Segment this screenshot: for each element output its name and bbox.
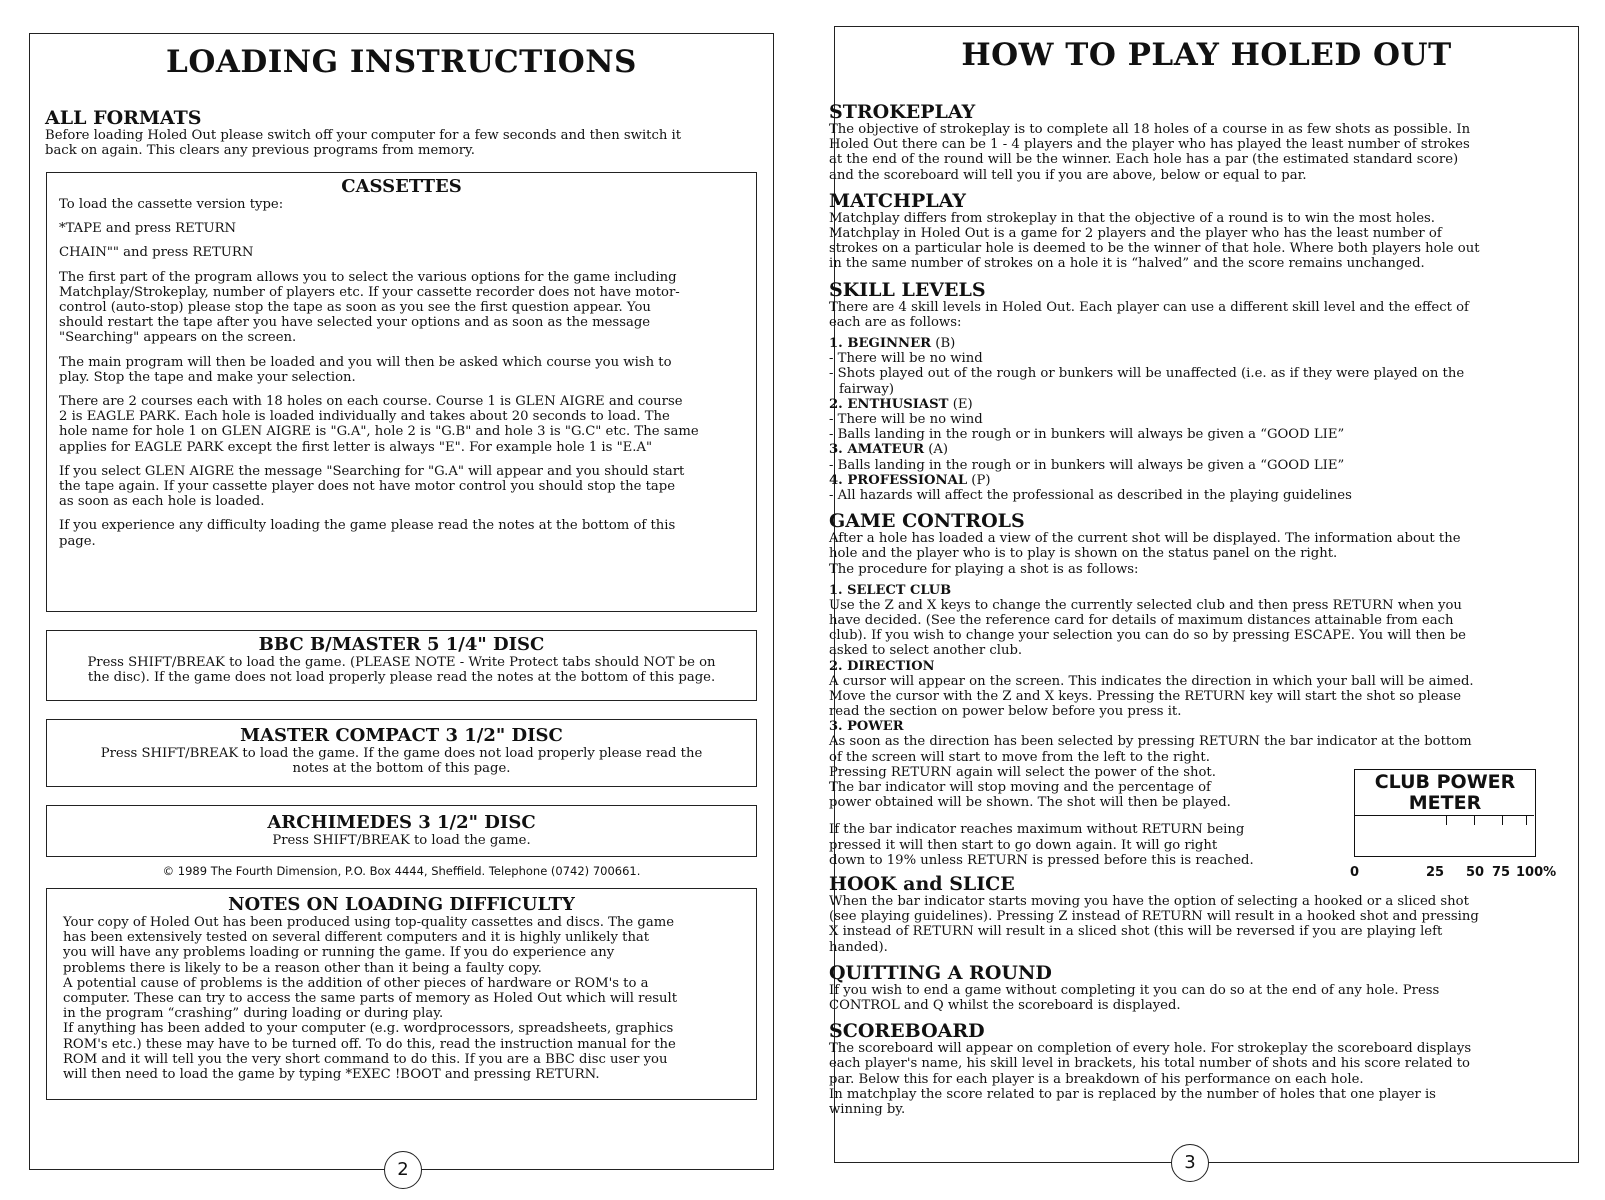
line: each are as follows: bbox=[829, 314, 962, 330]
rules-content bbox=[829, 102, 1564, 1117]
line: To load the cassette version type: bbox=[59, 197, 284, 212]
skill-code: (P) bbox=[967, 472, 991, 488]
section-all-formats bbox=[45, 108, 760, 158]
heading-cassettes: CASSETTES bbox=[341, 176, 462, 197]
line: When the bar indicator starts moving you have the option of selecting a hooked or a sliced shot bbox=[829, 893, 1469, 909]
line: - Balls landing in the rough or in bunkers will always be given a “GOOD LIE” bbox=[829, 427, 1345, 443]
subheading-power: 3. POWER bbox=[829, 719, 904, 735]
line: notes at the bottom of this page. bbox=[292, 761, 511, 777]
line: have decided. (See the reference card for details of maximum distances attainable from each bbox=[829, 613, 1454, 629]
page-number: 3 bbox=[1171, 1144, 1209, 1182]
meter-label: 75 bbox=[1492, 865, 1511, 880]
line: Holed Out there can be 1 - 4 players and the player who has played the least number of strokes bbox=[829, 137, 1470, 153]
line: - There will be no wind bbox=[829, 351, 983, 367]
box-archimedes-disc bbox=[46, 805, 757, 857]
line: you will have any problems loading or running the game. If you do experience any bbox=[63, 945, 615, 961]
line: If you experience any difficulty loading the game please read the notes at the bottom of this bbox=[59, 518, 676, 534]
subheading-select-club: 1. SELECT CLUB bbox=[829, 582, 952, 598]
line: - There will be no wind bbox=[829, 412, 983, 428]
line: CONTROL and Q whilst the scoreboard is displayed. bbox=[829, 997, 1181, 1013]
meter-label: 0 bbox=[1350, 865, 1360, 880]
heading-strokeplay: STROKEPLAY bbox=[829, 101, 976, 123]
line: has been extensively tested on several different computers and it is highly unlikely that bbox=[63, 930, 650, 946]
line: If you wish to end a game without completing it you can do so at the end of any hole. Press bbox=[829, 982, 1440, 998]
skill-amateur bbox=[829, 442, 1564, 457]
box-loading-notes bbox=[46, 888, 757, 1100]
page-number: 2 bbox=[384, 1151, 422, 1189]
line: A potential cause of problems is the addition of other pieces of hardware or ROM's to a bbox=[63, 975, 649, 991]
meter-scale-line bbox=[1354, 815, 1534, 816]
meter-title-line: CLUB POWER bbox=[1374, 771, 1516, 793]
meter-tick bbox=[1526, 815, 1527, 825]
line: and the scoreboard will tell you if you are above, below or equal to par. bbox=[829, 167, 1307, 183]
line: club). If you wish to change your selection you can do so by pressing ESCAPE. You will then be bbox=[829, 628, 1466, 644]
line: pressed it will then start to go down again. It will go right bbox=[829, 837, 1218, 853]
line: After a hole has loaded a view of the current shot will be displayed. The information about the bbox=[829, 531, 1461, 547]
meter-label: 50 bbox=[1466, 865, 1485, 880]
line: ROM and it will tell you the very short command to do this. If you are a BBC disc user you bbox=[63, 1051, 668, 1067]
meter-title bbox=[1354, 772, 1536, 814]
line: hole name for hole 1 on GLEN AIGRE is "G.A", hole 2 is "G.B" and hole 3 is "G.C" etc. The same bbox=[59, 424, 699, 440]
line: each player's name, his skill level in brackets, his total number of shots and his score related to bbox=[829, 1056, 1470, 1072]
skill-name: 2. ENTHUSIAST bbox=[829, 396, 949, 412]
skill-name: 4. PROFESSIONAL bbox=[829, 472, 968, 488]
page-left bbox=[29, 33, 774, 1180]
line: There are 4 skill levels in Holed Out. Each player can use a different skill level and the effect of bbox=[829, 299, 1469, 315]
line: at the end of the round will be the winner. Each hole has a par (the estimated standard score) bbox=[829, 152, 1459, 168]
line: should restart the tape after you have selected your options and as soon as the message bbox=[59, 315, 651, 331]
line: applies for EAGLE PARK except the first letter is always "E". For example hole 1 is "E.A" bbox=[59, 439, 653, 455]
line: - Balls landing in the rough or in bunkers will always be given a “GOOD LIE” bbox=[829, 457, 1345, 473]
line: hole and the player who is to play is shown on the status panel on the right. bbox=[829, 546, 1338, 562]
meter-label: 100% bbox=[1516, 865, 1557, 880]
line: If you select GLEN AIGRE the message "Searching for "G.A" will appear and you should start bbox=[59, 463, 685, 479]
line: problems there is likely to be a reason other than it being a faulty copy. bbox=[63, 960, 542, 976]
meter-label: 25 bbox=[1426, 865, 1445, 880]
line: The main program will then be loaded and you will then be asked which course you wish to bbox=[59, 354, 672, 370]
line: (see playing guidelines). Pressing Z instead of RETURN will result in a hooked shot and pressing bbox=[829, 909, 1479, 925]
line: in the same number of strokes on a hole it is “halved” and the score remains unchanged. bbox=[829, 256, 1425, 272]
line: 2 is EAGLE PARK. Each hole is loaded individually and takes about 20 seconds to load. The bbox=[59, 409, 670, 425]
heading-hook-slice: HOOK and SLICE bbox=[829, 872, 1015, 895]
line: "Searching" appears on the screen. bbox=[59, 330, 297, 346]
line: control (auto-stop) please stop the tape as soon as you see the first question appear. You bbox=[59, 300, 651, 316]
skill-professional bbox=[829, 473, 1564, 488]
skill-beginner bbox=[829, 336, 1564, 351]
line: down to 19% unless RETURN is pressed before this is reached. bbox=[829, 852, 1254, 868]
heading-game-controls: GAME CONTROLS bbox=[829, 510, 1025, 533]
page-right bbox=[829, 26, 1579, 1173]
line: as soon as each hole is loaded. bbox=[59, 494, 265, 510]
line: Move the cursor with the Z and X keys. Pressing the RETURN key will start the shot so please bbox=[829, 688, 1462, 704]
heading-quitting: QUITTING A ROUND bbox=[829, 961, 1052, 984]
skill-name: 3. AMATEUR bbox=[829, 442, 925, 458]
line: Matchplay/Strokeplay, number of players etc. If your cassette recorder does not have motor- bbox=[59, 284, 680, 300]
skill-code: (A) bbox=[924, 442, 949, 458]
box-cassettes bbox=[46, 172, 757, 612]
line: Matchplay in Holed Out is a game for 2 players and the player who has the least number of bbox=[829, 226, 1442, 242]
line: There are 2 courses each with 18 holes on each course. Course 1 is GLEN AIGRE and course bbox=[59, 394, 683, 410]
line: power obtained will be shown. The shot will then be played. bbox=[829, 795, 1231, 811]
heading-all-formats: ALL FORMATS bbox=[45, 107, 202, 129]
line: handed). bbox=[829, 939, 888, 955]
heading-archimedes-disc: ARCHIMEDES 3 1/2" DISC bbox=[267, 812, 536, 833]
subheading-direction: 2. DIRECTION bbox=[829, 658, 935, 674]
box-bbc-disc bbox=[46, 630, 757, 701]
line: CHAIN"" and press RETURN bbox=[59, 245, 254, 261]
line: Before loading Holed Out please switch off your computer for a few seconds and then switch it bbox=[45, 128, 682, 143]
line: will then need to load the game by typing *EXEC !BOOT and pressing RETURN. bbox=[63, 1067, 600, 1083]
meter-title-line: METER bbox=[1408, 792, 1482, 814]
page-title: HOW TO PLAY HOLED OUT bbox=[961, 37, 1452, 73]
line: in the program “crashing” during loading or during play. bbox=[63, 1006, 444, 1022]
page-title: LOADING INSTRUCTIONS bbox=[166, 44, 637, 80]
line: of the screen will start to move from the left to the right. bbox=[829, 749, 1210, 765]
copyright: © 1989 The Fourth Dimension, P.O. Box 4444, Sheffield. Telephone (0742) 700661. bbox=[162, 864, 641, 878]
meter-tick bbox=[1474, 815, 1475, 825]
meter-tick bbox=[1502, 815, 1503, 825]
line: If the bar indicator reaches maximum without RETURN being bbox=[829, 822, 1245, 838]
line: page. bbox=[59, 533, 96, 549]
heading-loading-notes: NOTES ON LOADING DIFFICULTY bbox=[228, 894, 575, 915]
line: A cursor will appear on the screen. This indicates the direction in which your ball will be aimed. bbox=[829, 673, 1474, 689]
line: winning by. bbox=[829, 1101, 906, 1117]
line: The procedure for playing a shot is as follows: bbox=[829, 561, 1139, 577]
line: asked to select another club. bbox=[829, 643, 1023, 659]
line: Press SHIFT/BREAK to load the game. (PLEASE NOTE - Write Protect tabs should NOT be on bbox=[87, 655, 716, 670]
line: - All hazards will affect the professional as described in the playing guidelines bbox=[829, 488, 1352, 504]
heading-matchplay: MATCHPLAY bbox=[829, 189, 966, 212]
heading-bbc-disc: BBC B/MASTER 5 1/4" DISC bbox=[258, 634, 545, 655]
line: Press SHIFT/BREAK to load the game. bbox=[272, 833, 531, 848]
line: - Shots played out of the rough or bunkers will be unaffected (i.e. as if they were played on the bbox=[829, 366, 1465, 382]
heading-compact-disc: MASTER COMPACT 3 1/2" DISC bbox=[240, 725, 563, 746]
line: play. Stop the tape and make your selection. bbox=[59, 369, 356, 385]
line: fairway) bbox=[839, 381, 895, 397]
line: Press SHIFT/BREAK to load the game. If the game does not load properly please read the bbox=[100, 746, 703, 761]
heading-scoreboard: SCOREBOARD bbox=[829, 1020, 985, 1043]
line: Use the Z and X keys to change the currently selected club and then press RETURN when you bbox=[829, 597, 1462, 613]
box-compact-disc bbox=[46, 719, 757, 787]
line: read the section on power below before you press it. bbox=[829, 704, 1182, 720]
line: The objective of strokeplay is to complete all 18 holes of a course in as few shots as possible. In bbox=[829, 122, 1471, 137]
line: The bar indicator will stop moving and the percentage of bbox=[829, 779, 1211, 795]
meter-tick bbox=[1446, 815, 1447, 825]
line: par. Below this for each player is a breakdown of his performance on each hole. bbox=[829, 1071, 1364, 1087]
line: the tape again. If your cassette player does not have motor control you should stop the tape bbox=[59, 479, 676, 495]
line: the disc). If the game does not load properly please read the notes at the bottom of this page. bbox=[87, 670, 716, 686]
skill-enthusiast bbox=[829, 397, 1564, 412]
skill-code: (B) bbox=[931, 336, 956, 352]
line: If anything has been added to your computer (e.g. wordprocessors, spreadsheets, graphics bbox=[63, 1021, 674, 1037]
line: ROM's etc.) these may have to be turned off. To do this, read the instruction manual for the bbox=[63, 1036, 676, 1052]
line: The scoreboard will appear on completion of every hole. For strokeplay the scoreboard displays bbox=[829, 1041, 1472, 1057]
line: strokes on a particular hole is deemed to be the winner of that hole. Where both players hole out bbox=[829, 241, 1480, 257]
line: X instead of RETURN will result in a sliced shot (this will be reversed if you are playing left bbox=[829, 924, 1443, 940]
line: As soon as the direction has been selected by pressing RETURN the bar indicator at the bottom bbox=[829, 734, 1472, 750]
line: Your copy of Holed Out has been produced using top-quality cassettes and discs. The game bbox=[63, 915, 675, 930]
skill-name: 1. BEGINNER bbox=[829, 336, 932, 352]
line: computer. These can try to access the same parts of memory as Holed Out which will result bbox=[63, 991, 678, 1007]
line: *TAPE and press RETURN bbox=[59, 221, 237, 237]
line: Matchplay differs from strokeplay in that the objective of a round is to win the most holes. bbox=[829, 210, 1435, 226]
line: In matchplay the score related to par is replaced by the number of holes that one player is bbox=[829, 1086, 1436, 1102]
club-power-meter bbox=[1350, 769, 1557, 889]
heading-skill-levels: SKILL LEVELS bbox=[829, 278, 986, 301]
line: The first part of the program allows you to select the various options for the game including bbox=[59, 269, 677, 285]
skill-code: (E) bbox=[948, 396, 973, 412]
line: back on again. This clears any previous programs from memory. bbox=[45, 143, 475, 159]
line: Pressing RETURN again will select the power of the shot. bbox=[829, 764, 1216, 780]
